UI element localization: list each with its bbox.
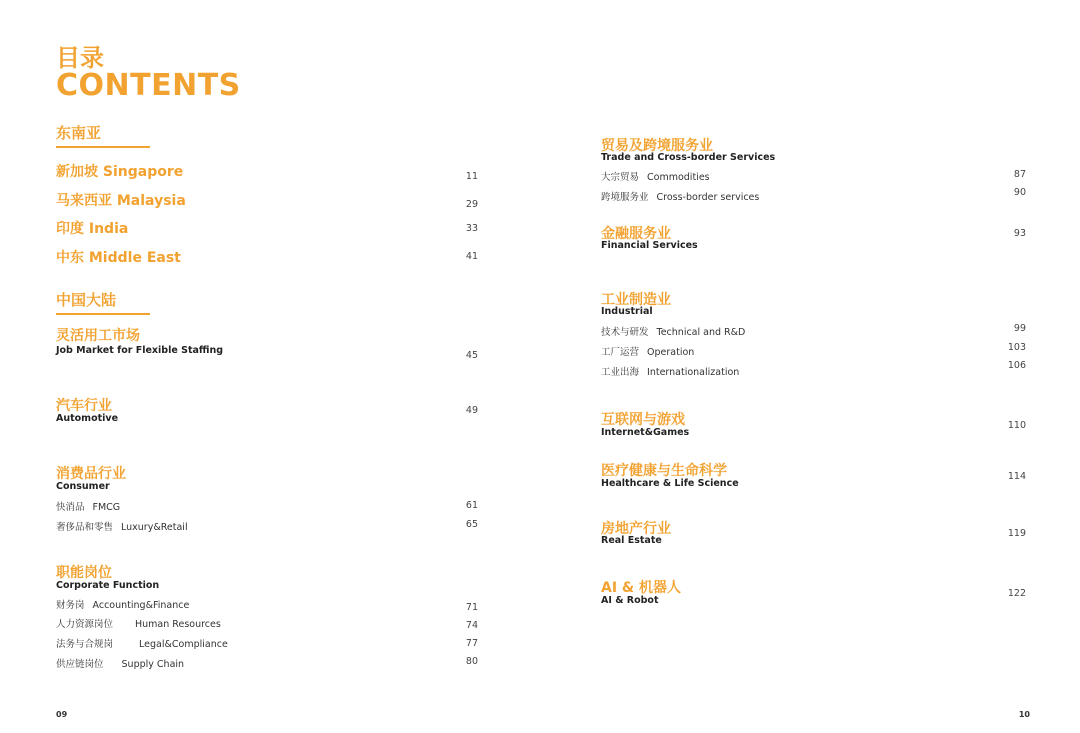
toc-subentry-luxury-retail[interactable] — [56, 519, 188, 533]
page-number: 106 — [1007, 360, 1026, 371]
toc-entry-real-estate[interactable]: 房地产行业 — [601, 521, 671, 537]
subentry-label-cn: 跨境服务业 — [601, 192, 649, 203]
subentry-label-cn: 财务岗 — [56, 600, 85, 611]
page-number: 45 — [465, 350, 478, 361]
subentry-label-en: Commodities — [647, 172, 710, 183]
toc-subentry-legal[interactable] — [56, 636, 228, 650]
subentry-label-cn: 快消品 — [56, 502, 85, 513]
section-subtitle-en: Real Estate — [601, 535, 662, 546]
section-subtitle-en: Corporate Function — [56, 580, 160, 591]
page-number: 77 — [465, 638, 478, 649]
section-subtitle-en: Trade and Cross-border Services — [601, 152, 776, 163]
toc-title-en: CONTENTS — [56, 68, 241, 103]
page-number: 41 — [465, 251, 478, 262]
page-number: 80 — [465, 656, 478, 667]
region-heading-sea: 东南亚 — [56, 124, 102, 142]
section-subtitle-en: Internet&Games — [601, 427, 690, 438]
toc-entry-ai-robot[interactable]: AI & 机器人 — [601, 580, 682, 596]
page-number: 99 — [1013, 323, 1026, 334]
toc-title-cn: 目录 — [56, 44, 104, 72]
section-subtitle-en: Automotive — [56, 413, 119, 424]
toc-subentry-operation[interactable] — [601, 344, 694, 358]
page-number: 114 — [1007, 471, 1026, 482]
toc-entry-middle-east[interactable]: 中东 Middle East — [56, 250, 181, 266]
page-number: 65 — [465, 519, 478, 530]
region-heading-china: 中国大陆 — [56, 291, 117, 309]
page-number: 71 — [465, 602, 478, 613]
page-number: 90 — [1013, 187, 1026, 198]
page-number: 103 — [1007, 342, 1026, 353]
toc-entry-trade[interactable]: 贸易及跨境服务业 — [601, 138, 713, 154]
subentry-label-en: Human Resources — [135, 619, 221, 630]
section-subtitle-en: Industrial — [601, 306, 653, 317]
subentry-label-en: Supply Chain — [121, 659, 185, 670]
toc-entry-india[interactable]: 印度 India — [56, 221, 129, 237]
toc-entry-consumer[interactable]: 消费品行业 — [56, 466, 126, 482]
page-number: 61 — [465, 500, 478, 511]
subentry-label-cn: 技术与研发 — [601, 327, 649, 338]
toc-subentry-accounting[interactable] — [56, 597, 189, 611]
toc-entry-internet-games[interactable]: 互联网与游戏 — [601, 412, 685, 428]
toc-entry-automotive[interactable]: 汽车行业 — [56, 398, 112, 414]
section-subtitle-en: Financial Services — [601, 240, 698, 251]
toc-entry-flex-staffing[interactable]: 灵活用工市场 — [56, 328, 140, 344]
toc-subentry-hr[interactable] — [56, 616, 221, 630]
subentry-label-en: Technical and R&D — [656, 327, 746, 338]
toc-entry-healthcare[interactable]: 医疗健康与生命科学 — [601, 463, 727, 479]
toc-entry-corporate-function[interactable]: 职能岗位 — [56, 565, 112, 581]
subentry-label-en: Cross-border services — [656, 192, 760, 203]
toc-subentry-supply-chain[interactable] — [56, 656, 184, 670]
subentry-label-en: FMCG — [92, 502, 121, 513]
toc-subentry-commodities[interactable] — [601, 169, 710, 183]
section-subtitle-en: AI & Robot — [601, 595, 659, 606]
page-number: 122 — [1007, 588, 1026, 599]
page-number: 29 — [465, 199, 478, 210]
page-number: 11 — [465, 171, 478, 182]
page-number: 93 — [1013, 228, 1026, 239]
subentry-label-en: Operation — [647, 347, 695, 358]
toc-subentry-technical-rd[interactable] — [601, 324, 745, 338]
subentry-label-cn: 工业出海 — [601, 367, 640, 378]
page-number: 33 — [465, 223, 478, 234]
subentry-label-en: Legal&Compliance — [139, 639, 228, 650]
page-footer-left: 09 — [56, 710, 68, 719]
subentry-label-en: Internationalization — [647, 367, 740, 378]
toc-subentry-fmcg[interactable] — [56, 499, 120, 513]
page-number: 87 — [1013, 169, 1026, 180]
subentry-label-cn: 工厂运营 — [601, 347, 640, 358]
subentry-label-cn: 大宗贸易 — [601, 172, 640, 183]
subentry-label-cn: 奢侈品和零售 — [56, 522, 114, 533]
page-number: 119 — [1007, 528, 1026, 539]
subentry-label-en: Luxury&Retail — [121, 522, 188, 533]
toc-entry-industrial[interactable]: 工业制造业 — [601, 292, 671, 308]
subentry-label-cn: 供应链岗位 — [56, 659, 104, 670]
toc-entry-finance[interactable]: 金融服务业 — [601, 226, 671, 242]
region-underline-china — [56, 313, 150, 315]
subentry-label-cn: 法务与合规岗 — [56, 639, 114, 650]
toc-subentry-cross-border[interactable] — [601, 189, 759, 203]
region-underline-sea — [56, 146, 150, 148]
page-number: 49 — [465, 405, 478, 416]
toc-subentry-internationalization[interactable] — [601, 364, 739, 378]
toc-entry-malaysia[interactable]: 马来西亚 Malaysia — [56, 193, 186, 209]
subentry-label-en: Accounting&Finance — [92, 600, 190, 611]
section-subtitle-en: Job Market for Flexible Staffing — [56, 345, 224, 356]
page-number: 74 — [465, 620, 478, 631]
subentry-label-cn: 人力资源岗位 — [56, 619, 114, 630]
page-number: 110 — [1007, 420, 1026, 431]
page-footer-right: 10 — [1018, 710, 1030, 719]
section-subtitle-en: Healthcare & Life Science — [601, 478, 739, 489]
section-subtitle-en: Consumer — [56, 481, 110, 492]
toc-entry-singapore[interactable]: 新加坡 Singapore — [56, 164, 184, 180]
